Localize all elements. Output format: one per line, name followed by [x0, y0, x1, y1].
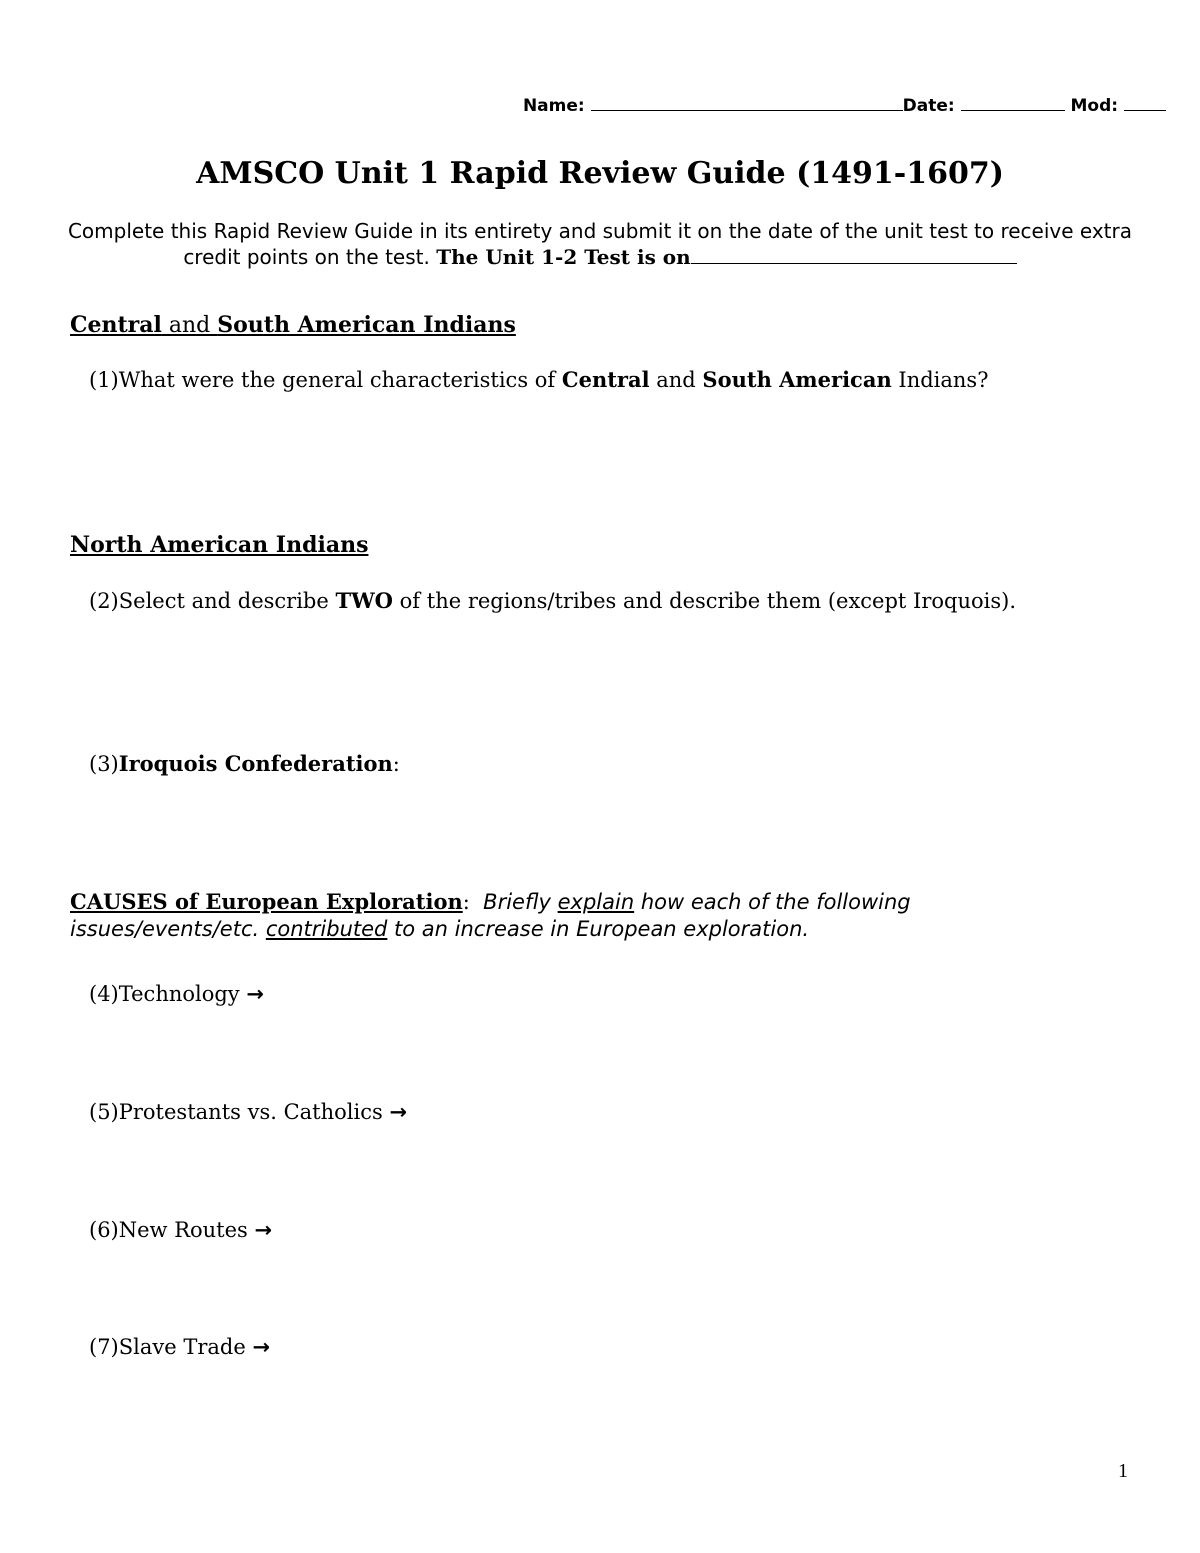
- question-text: Indians?: [891, 368, 989, 392]
- student-info-header: [523, 96, 1166, 116]
- mod-blank[interactable]: [1124, 96, 1166, 111]
- question-5: [89, 1100, 407, 1124]
- question-2: [89, 588, 1016, 613]
- question-text: What were the general characteristics of: [118, 368, 562, 392]
- question-bold-term: Iroquois Confederation: [118, 751, 393, 776]
- question-label: Protestants vs. Catholics: [118, 1100, 383, 1124]
- question-bold-term: South American: [702, 367, 892, 392]
- question-4: [89, 982, 264, 1006]
- question-label: Technology: [118, 982, 240, 1006]
- date-label: Date:: [902, 96, 955, 116]
- question-number: (1): [89, 368, 119, 392]
- question-label: Slave Trade: [118, 1335, 246, 1359]
- arrow-right-icon: →: [389, 1100, 408, 1124]
- section-heading-central-south: [70, 312, 516, 338]
- page-number: 1: [1118, 1460, 1128, 1482]
- intro-text: Complete this Rapid Review Guide in its entirety and submit it on the date of the unit test to receive extra credit points on the test.: [67, 219, 1133, 269]
- question-7: [89, 1335, 270, 1359]
- question-label: New Routes: [118, 1218, 248, 1242]
- question-number: (7): [89, 1335, 119, 1359]
- question-3: [89, 751, 400, 776]
- instruction-emphasis: contributed: [265, 917, 388, 941]
- question-text: :: [392, 752, 400, 776]
- instruction-text: Briefly: [483, 890, 558, 914]
- arrow-right-icon: →: [254, 1218, 273, 1242]
- heading-and: and: [161, 313, 218, 338]
- question-bold-term: TWO: [335, 588, 393, 613]
- question-number: (3): [89, 752, 119, 776]
- heading-colon: :: [462, 890, 470, 914]
- heading-central: Central: [70, 312, 162, 338]
- question-number: (5): [89, 1100, 119, 1124]
- mod-label: Mod:: [1070, 96, 1119, 116]
- page-title: AMSCO Unit 1 Rapid Review Guide (1491-1607): [196, 156, 1004, 191]
- question-number: (6): [89, 1218, 119, 1242]
- instruction-emphasis: explain: [557, 890, 635, 914]
- question-text: of the regions/tribes and describe them (except Iroquois).: [392, 589, 1016, 613]
- test-date-blank[interactable]: [691, 249, 1017, 264]
- question-6: [89, 1218, 272, 1242]
- question-text: Select and describe: [118, 589, 336, 613]
- section-causes-instructions: [70, 888, 1090, 943]
- question-number: (2): [89, 589, 119, 613]
- heading-causes: CAUSES of European Exploration: [70, 889, 463, 914]
- intro-test-date-label: The Unit 1-2 Test is on: [436, 245, 691, 269]
- heading-text: North American Indians: [70, 532, 369, 558]
- heading-south-american: South American Indians: [217, 312, 516, 338]
- intro-paragraph: [60, 218, 1140, 270]
- instruction-text: to an increase in European exploration.: [387, 917, 810, 941]
- date-blank[interactable]: [961, 96, 1065, 111]
- arrow-right-icon: →: [252, 1335, 271, 1359]
- question-text: and: [649, 368, 703, 392]
- question-1: [89, 367, 988, 392]
- question-bold-term: Central: [561, 367, 650, 392]
- section-heading-north-american: [70, 532, 368, 558]
- name-label: Name:: [522, 96, 585, 116]
- name-blank[interactable]: [591, 96, 903, 111]
- arrow-right-icon: →: [246, 982, 264, 1006]
- question-number: (4): [89, 982, 119, 1006]
- instruction-text: how each of the following issues/events/etc.: [70, 890, 911, 941]
